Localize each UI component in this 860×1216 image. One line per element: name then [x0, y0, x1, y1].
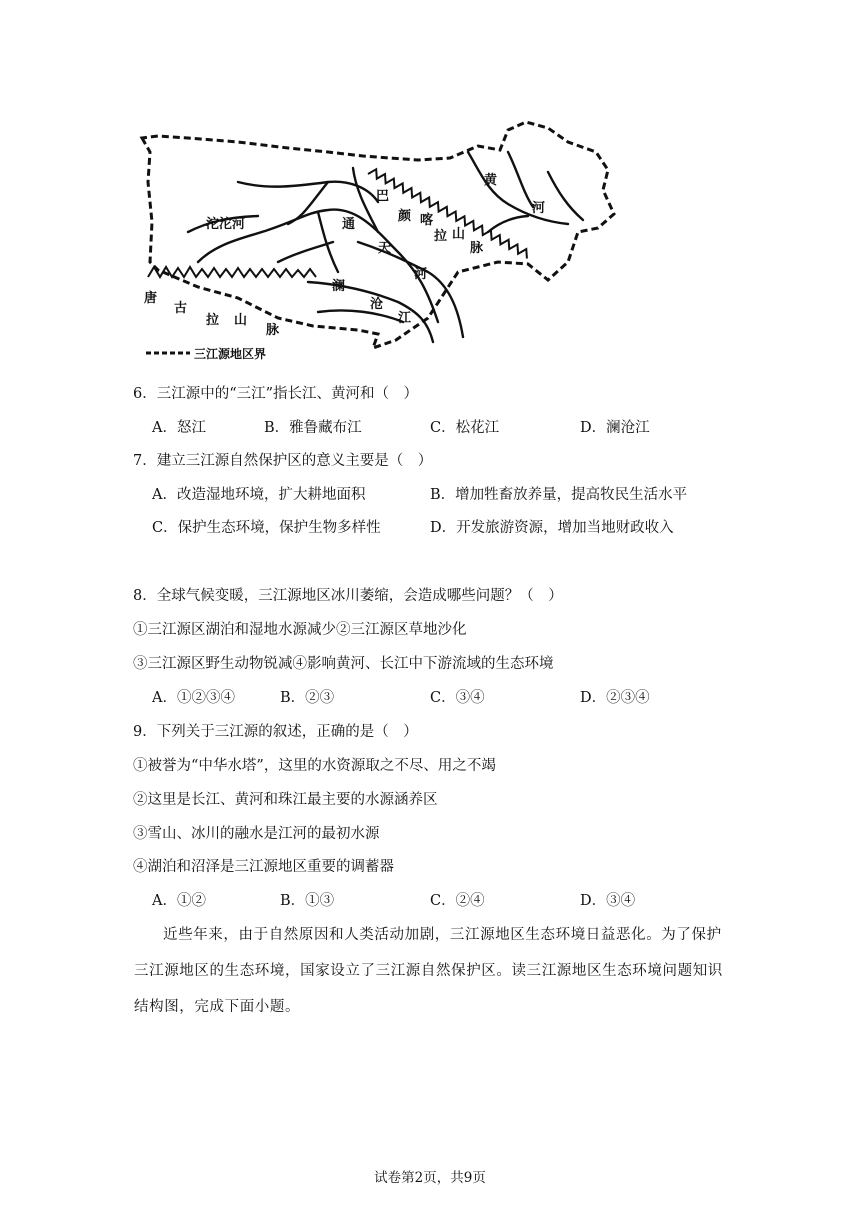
q6-option-c[interactable]: C．松花江	[430, 420, 500, 436]
q7-option-b[interactable]: B．增加牲畜放养量，提高牧民生活水平	[430, 487, 688, 503]
label-bayan-1: 巴	[376, 189, 390, 204]
label-lancang-2: 沧	[370, 297, 384, 312]
q6-option-d[interactable]: D．澜沧江	[580, 420, 650, 436]
label-tongtian-2: 天	[378, 241, 392, 256]
page-footer: 试卷第2页，共9页	[374, 1170, 486, 1186]
tanggula-mountains	[148, 267, 316, 277]
label-bayan-4: 拉	[434, 229, 448, 244]
label-tongtian-1: 通	[342, 217, 356, 232]
label-bayan-5: 山	[452, 227, 466, 242]
q8-stem: 8．全球气候变暖，三江源地区冰川萎缩，会造成哪些问题？（ ）	[133, 588, 563, 604]
label-tanggula-2: 古	[174, 301, 188, 316]
q8-statement-line-1: ①三江源区湖泊和湿地水源减少②三江源区草地沙化	[133, 622, 467, 638]
label-tongtian-3: 河	[414, 267, 428, 282]
q7-stem: 7．建立三江源自然保护区的意义主要是（ ）	[133, 453, 433, 469]
label-lancang-3: 江	[398, 311, 412, 326]
q9-option-b[interactable]: B．①③	[280, 893, 335, 909]
q9-option-d[interactable]: D．③④	[580, 893, 636, 909]
label-tanggula-3: 拉	[206, 313, 220, 328]
q8-statement-line-2: ③三江源区野生动物锐减④影响黄河、长江中下游流域的生态环境	[133, 656, 554, 672]
q9-statement-line-1: ①被誉为“中华水塔”，这里的水资源取之不尽、用之不竭	[133, 758, 496, 774]
q7-option-a[interactable]: A．改造湿地环境，扩大耕地面积	[152, 487, 366, 503]
label-tuotuo-river: 沱沱河	[206, 217, 246, 232]
legend-label: 三江源地区界	[194, 347, 267, 361]
label-bayan-2: 颜	[398, 209, 412, 224]
q9-option-a[interactable]: A．①②	[152, 893, 206, 909]
q8-option-c[interactable]: C．③④	[430, 690, 485, 706]
q8-option-b[interactable]: B．②③	[280, 690, 335, 706]
reading-passage: 近些年来，由于自然原因和人类活动加剧，三江源地区生态环境日益恶化。为了保护三江源地区的生态环境，国家设立了三江源自然保护区。读三江源地区生态环境问题知识结构图，完成下面小题。	[134, 927, 723, 1015]
q9-statement-line-4: ④湖泊和沼泽是三江源地区重要的调蓄器	[133, 859, 394, 875]
label-huang-1: 黄	[484, 173, 498, 188]
label-bayan-3: 喀	[420, 213, 434, 228]
q8-option-d[interactable]: D．②③④	[580, 690, 650, 706]
q7-option-c[interactable]: C．保护生态环境，保护生物多样性	[152, 520, 381, 536]
label-tanggula-1: 唐	[144, 291, 158, 306]
label-huang-2: 河	[532, 201, 546, 216]
label-bayan-6: 脉	[470, 241, 484, 256]
label-tanggula-4: 山	[234, 313, 248, 328]
q7-option-d[interactable]: D．开发旅游资源，增加当地财政收入	[430, 520, 674, 536]
q9-statement-line-3: ③雪山、冰川的融水是江河的最初水源	[133, 826, 380, 842]
q9-statement-line-2: ②这里是长江、黄河和珠江最主要的水源涵养区	[133, 792, 438, 808]
q9-stem: 9．下列关于三江源的叙述，正确的是（ ）	[133, 724, 418, 740]
q9-option-c[interactable]: C．②④	[430, 893, 485, 909]
three-rivers-map	[128, 112, 628, 362]
q6-option-b[interactable]: B．雅鲁藏布江	[264, 420, 362, 436]
q6-stem: 6．三江源中的“三江”指长江、黄河和（ ）	[133, 386, 419, 402]
label-lancang-1: 澜	[332, 279, 346, 294]
label-tanggula-5: 脉	[266, 323, 280, 338]
q8-option-a[interactable]: A．①②③④	[152, 690, 235, 706]
q6-option-a[interactable]: A．怒江	[152, 420, 206, 436]
